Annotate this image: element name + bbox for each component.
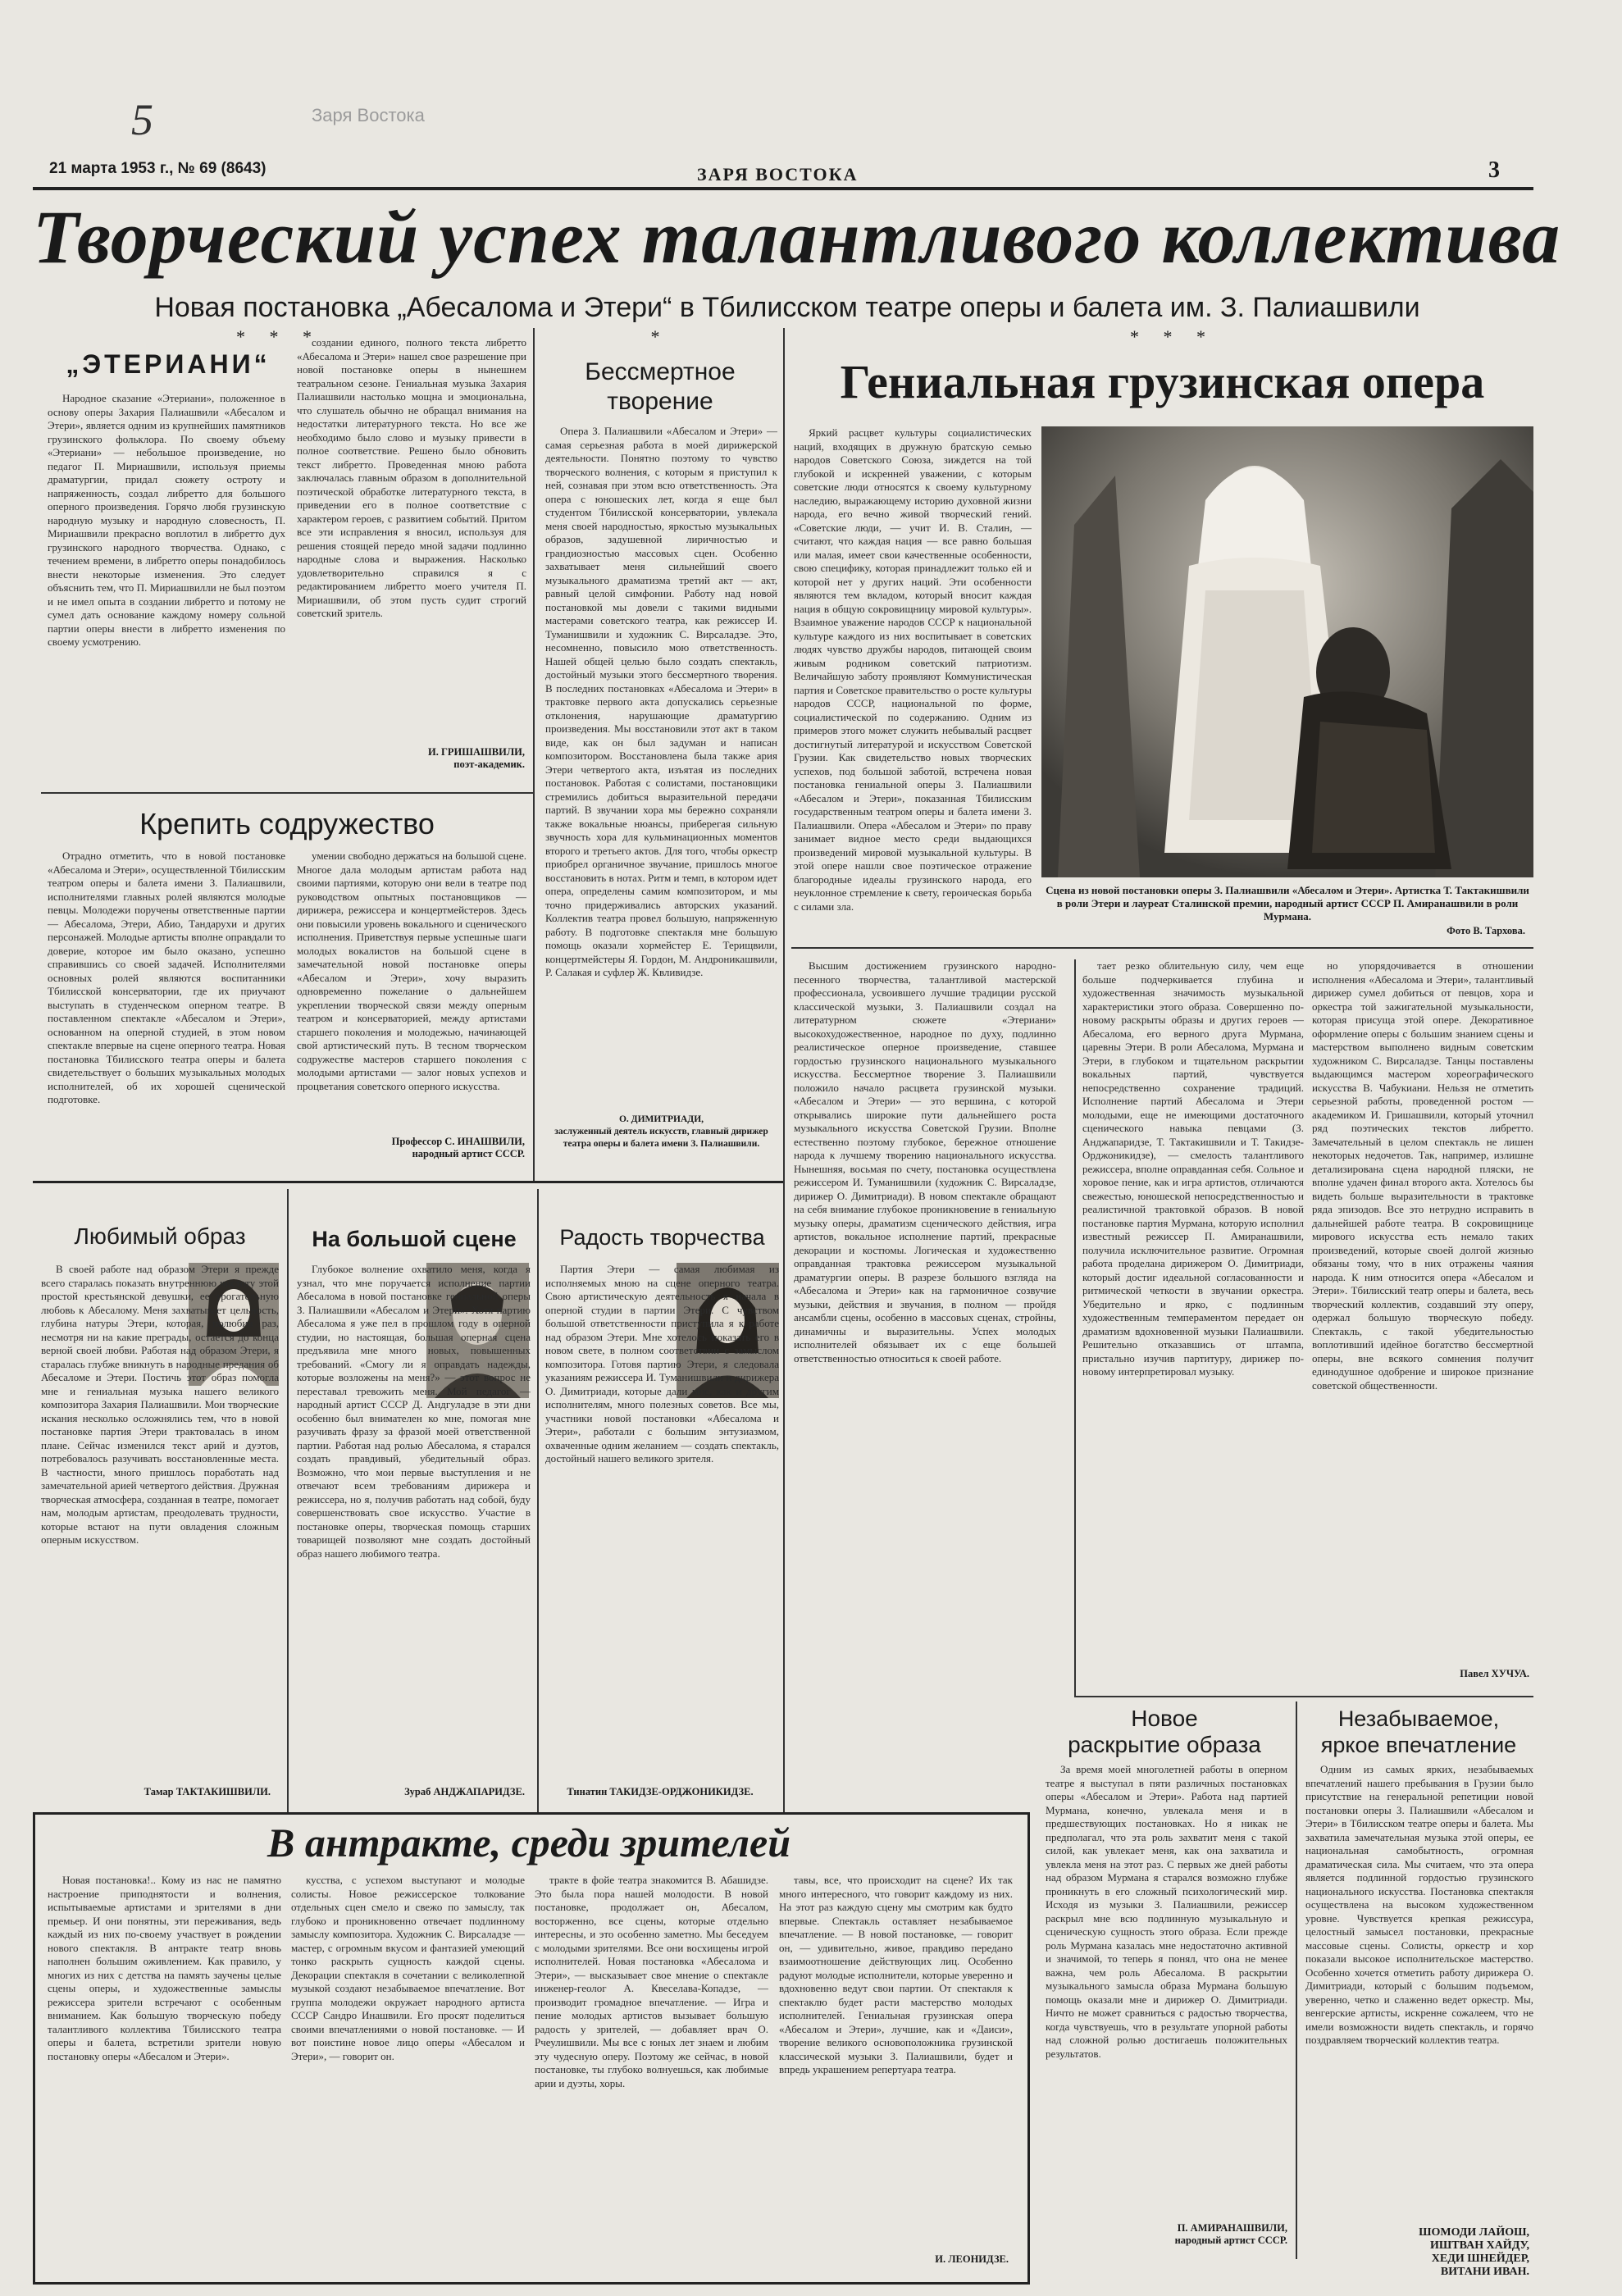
article-title-strengthen: Крепить содружество (139, 807, 435, 840)
photo-caption: Сцена из новой постановки оперы З. Палиашвили «Абесалом и Этери». Артистка Т. Тактакишвили в роли Этери и лауреат Сталинской премии, народный артист СССР П. Амиранашвили в роли Мурмана. (1046, 884, 1529, 922)
signature-leonidze: И. ЛЕОНИДЗЕ. (935, 2253, 1009, 2265)
column-rule (1074, 959, 1076, 1697)
article-title-big-stage: На большой сцене (312, 1227, 517, 1251)
signature-dimitriadi: О. ДИМИТРИАДИ, заслуженный деятель искусств, главный дирижер театра оперы и балета имени З. Палиашвили. (554, 1114, 768, 1149)
article-text-big-stage: Глубокое волнение охватило меня, когда я узнал, что мне поручается исполнение партии Абесалома в новой постановке гениальной оперы З. Палиашвили «Абесалом и Этери». Хотя партию Абесалома я уже пел в прошлом году в оперной студии, но настоящая, большая оперная сцена предъявила мне много новых, повышенных требований. «Смогу ли я оправдать надежды, которые возложены на меня?» — этот вопрос не переставал тревожить меня. Мой педагог — народный артист СССР Д. Андгуладзе в эти дни особенно был внимателен ко мне, помогая мне разучивать фразу за фразой моей ответственной партии. Работая над ролью Абесалома, я старался создать правдивый, убедительный образ. Возможно, что мои первые выступления и не отвечают всем требованиям дирижера и режиссера, но я, получив работать над собой, буду совершенствовать свое искусство. Участие в постановке оперы, творческая помощь старших товарищей позволяют мне создать достойный образ нашего любимого театра. (297, 1263, 531, 1560)
signature-hungarian-artists: ШОМОДИ ЛАЙОШ, ИШТВАН ХАЙДУ, ХЕДИ ШНЕЙДЕР, ВИТАНИ ИВАН. (1419, 2226, 1529, 2278)
signature-takidze: Тинатин ТАКИДЗЕ-ОРДЖОНИКИДЗЕ. (567, 1786, 754, 1797)
page-subtitle: Новая постановка „Абесалома и Этери“ в Тбилисском театре оперы и балета им. З. Палиашвили (154, 292, 1420, 323)
article-title-beloved: Любимый образ (74, 1223, 246, 1249)
column-rule (783, 1181, 785, 1812)
issue-date: 21 марта 1953 г., № 69 (8643) (49, 160, 267, 177)
article-text-intermission-col2: кусства, с успехом выступают и молодые солисты. Новое режиссерское толкование отдельных сцен смело и свежо по замыслу, так глубоко и проникновенно отвечает подлинному замыслу композитора. Художник С. Вирсаладзе — мастер, с огромным вкусом и фантазией умеющий тонко раскрыть сущность каждой сцены. Декорации спектакля в сочетании с великолепной музыкой создают незабываемое впечатление. Вот группа молодежи окружает народного артиста СССР Сандро Инашвили. Его просят поделиться своими впечатлениями о новой постановке. — И вот поистине новое лицо оперы «Абесалом и Этери», — говорит он. (291, 1874, 525, 2062)
column-rule (533, 328, 535, 1181)
article-text-new-image: За время моей многолетней работы в оперном театре я выступал в пяти различных постановках оперы «Абесалом и Этери». Работа над партией Мурмана, конечно, увлекала меня и в предшествующих постановках. Но я никак не предполагал, что эта роль захватит меня с такой силой, как увлекает меня, как она захватила и увлекла меня на этот раз. С первых же дней работы над образом Мурмана я старался возможно глубже проникнуть в его сложный психологический мир. Исходя из музыки З. Палиашвили, режиссер раскрыл мне всю подлинную музыкальную и сценическую сущность этого образа. Если прежде роль Мурмана казалась мне недостаточно активной и значимой, то теперь я понял, что она не менее важна, чем роль Абесалома. В раскрытии музыкального замысла образа Мурмана большую помощь оказали мне и дирижер О. Димитриади. Ничто не может сравниться с радостью творчества, когда чувствуешь, что в результате упорной работы над сложной ролью достигаешь положительных результатов. (1046, 1763, 1287, 2060)
column-rule (1296, 1702, 1297, 2259)
section-rule (33, 1181, 783, 1183)
column-rule (287, 1189, 289, 1812)
newspaper-name: ЗАРЯ ВОСТОКА (697, 164, 859, 184)
page-title: Творческий успех талантливого коллектива (33, 195, 1561, 279)
article-text-intermission-col4: тавы, все, что происходит на сцене? Их так много интересного, что говорит каждому из них. На этот раз каждую сцену мы смотрим как будто впервые. Спектакль оставляет незабываемое впечатление. — В новой постановке, — говорит он, — удивительно, живое, правдиво передано взаимоотношение действующих лиц. Особенно радуют молодые исполнители, которые уверенно и вдохновенно ведут свои партии. От спектакля к спектаклю будет расти мастерство молодых исполнителей. Гениальная грузинская опера «Абесалом и Этери», лучшие, как и «Даиси», творение великого основоположника грузинской классической музыки З. Палиашвили, будет и впредь украшением репертуара театра. (779, 1874, 1013, 2075)
article-title-new-image: Новое раскрытие образа (1068, 1706, 1261, 1757)
article-title-immortal: Бессмертное творение (585, 358, 736, 415)
article-text-immortal: Опера З. Палиашвили «Абесалом и Этери» — самая серьезная работа в моей дирижерской деятельности. Понятно поэтому то чувство творческого волнения, с которым я приступил к ней, сознавая при этом всю ответственность. Эта опера с юношеских лет, когда я еще был студентом Тбилисской консерватории, увлекала меня своей народностью, яркостью музыкальных образов, задушевной лиричностью и грандиозностью массовых сцен. Особенно захватывает меня сильнейший своего музыкального драматизма третий акт — акт, равный целой симфонии. Работу над новой постановкой мы довели с такими видными мастерами советского театра, как режиссер И. Туманишвили и художник С. Вирсаладзе. Это, несомненно, повысило мою ответственность. Нашей общей целью было создать спектакль, достойный музыки этого бессмертного творения. В последних постановках «Абесалома и Этери» в трактовке первого акта допускались серьезные отклонения, нарушающие драматургию произведения. Мы восстановили этот акт в таком виде, как он был задуман и написан композитором. Восстановлена была также ария Этери четвертого акта, изъятая из последних постановок. Работая с солистами, постановщики стремились добиться выразительной передачи партий. В звучании хора мы бережно сохраняли также вокальные нюансы, приберегая сильную звучность хора для кульминационных моментов второго и третьего актов. Для того, чтобы оркестр приобрел органичное звучание, пришлось многое восстановить в нотах. Ритм и темп, в котором идет опера, определены самим композитором, и мы точно придерживались авторских указаний. Коллектив театра провел большую, напряженную работу. В подготовке спектакля мне большую помощь оказали хормейстер Е. Терищвили, концертмейстеры Я. Гордон, М. Андроникашвили, Р. Салакая и суфлер Ж. Квливидзе. (545, 425, 777, 978)
star-divider: * (650, 326, 670, 347)
signature-amiranashvili: П. АМИРАНАШВИЛИ, народный артист СССР. (1174, 2222, 1287, 2246)
column-rule (537, 1189, 539, 1812)
article-text-intermission-col1: Новая постановка!.. Кому из нас не памятно настроение приподнятости и волнения, испытываемые артистами и зрителями в дни премьер. И они понятны, эти переживания, ведь каждый из них по-своему участвует в рождении нового спектакля. В антракте театр вновь наполнен большим оживлением. Как правило, у многих из них с детства на память заучены целые сцены оперы, и художественные замыслы режиссера зрители встречают с особенным вниманием. Как большую творческую победу талантливого коллектива Тбилисского театра оперы и балета, встретили зрители новую постановку оперы «Абесалом и Этери». (48, 1874, 281, 2062)
article-title-joy: Радость творчества (559, 1225, 765, 1250)
article-text-genius-col2: Высшим достижением грузинского народно-песенного творчества, талантливой мастерской профессионала, усвоившего лучшие традиции русской классической музыки, З. Палиашвили создал на литературном сюжете «Этериани» высокохудожественное, народное по духу, подлинно реалистическое оперное произведение, ставшее гордостью грузинского национального музыкального искусства. Бессмертное творение З. Палиашвили положило начало расцвета грузинской музыки. «Абесалом и Этери» — это вершина, с которой открывались широкие пути дальнейшего роста музыкального искусства Советской Грузии. Вполне естественно поэтому глубокое, бережное отношение народа к лучшему творению национального искусства. Нынешняя, восьмая по счету, постановка осуществлена режиссером И. Туманишвили (художник С. Вирсаладзе, дирижер О. Димитриади). В новом спектакле обращают на себя внимание глубокое проникновение в гениальную музыку оперы, драматизм сценического действия, игра артистов, вокальное исполнение партий, прекрасные декорации и костюмы. Логическая и художественно оправданная трактовка режиссером музыкальной драматургии оперы. В разрезе большого взгляда на «Абесалома и Этери» как на гармоничное созвучие музыки, действия и звучания, в полном — пройдя ансамбли сцены, особенно в массовых сценах, стройны, динамичны и выразительны. Успех молодых исполнителей обязывает их с еще большей ответственностью относиться к своей работе. (794, 959, 1056, 1364)
stars-divider: * * * (236, 326, 321, 347)
section-rule (41, 792, 533, 794)
library-stamp: Заря Востока (312, 105, 425, 125)
photo-credit: Фото В. Тархова. (1447, 925, 1525, 936)
article-text-eteriani-col1: Народное сказание «Этериани», положенное в основу оперы Захария Палиашвили «Абесалом и Этери», является одним из крупнейших памятников грузинского фольклора. По своему объему «Этериани» — небольшое произведение, но педагог П. Мириашвили, используя приемы драматургии, придал сюжету остроту и напряженность, создал либретто для большого оперного произведения. Горячо любя грузинскую народную музыку и народную словесность, П. Мириашвили прекрасно воплотил в либретто дух грузинского народного творчества. Однако, с течением времени, в либретто оперы понадобилось внести некоторые изменения. Это следует объяснить тем, что П. Мириашвилли не был поэтом и не имел опыта в создании либретто и потому не сумел дать основание каждому номеру сольной партии оперы внести в либретто изменения по своему усмотрению. (48, 392, 285, 648)
article-title-genius: Гениальная грузинская опера (840, 355, 1485, 408)
article-text-eteriani-col2: создании единого, полного текста либретто «Абесалома и Этери» нашел свое разрешение при новой постановке оперы в нынешнем театральном сезоне. Гениальная музыка Захария Палиашвили настолько мощна и эмоциональна, что слушатель обычно не обращал внимания на недостатки литературного текста. Но все же необходимо было слово и музыку привести в полное соответствие. Решено было обновить текст либретто. Проведенная мною работа заключалась главным образом в дополнительной поэтической обработке литературного текста, в приведении его в полное соответствие с характером героев, с развитием событий. Притом все эти исправления я вносил, используя для решения стоящей передо мной задачи подлинно народные слова и выражения. Насколько удовлетворительно справился я с редактированием либретто моего учителя П. Мириашвили, об этом пусть судит строгий советский зритель. (297, 336, 526, 619)
section-rule (1074, 1696, 1533, 1697)
article-text-intermission-col3: тракте в фойе театра знакомится В. Абашидзе. Это была пора нашей молодости. В новой постановке, продолжает он, Абесалом, восторженно, все сцены, которые отдельно интересны, и это особенно заметно. Мы беседуем с молодыми зрителями. Все они восхищены игрой исполнителей. Новая постановка «Абесалома и Этери», — высказывает свое мнение о спектакле инженер-геолог А. Квеселава-Копадзе, — производит громадное впечатление. — Игра и пение молодых артистов вызывает большую радость у зрителей, — добавляет врач О. Рчеулишвили. Мы все с юных лет знаем и любим эту чудесную оперу. Поэтому же сейчас, в новой постановке, ты глубоко волнуешься, как любимые арии и дуэты, хоры. (535, 1874, 768, 2089)
article-text-unforgettable: Одним из самых ярких, незабываемых впечатлений нашего пребывания в Грузии было присутствие на генеральной репетиции новой постановки оперы З. Палиашвили «Абесалом и Этери» в Тбилисском театре оперы и балета. Мы захватила замечательная музыка этой оперы, ее национальная самобытность, огромная драматическая сила. Мы считаем, что эта опера является подлинной гордостью грузинского национального искусства. Постановка спектакля осуществлена на высоком художественном уровне. Чувствуется крепкая режиссура, целостный замысел постановки, прекрасные массовые сцены. Солисты, оркестр и хор показали высокое исполнительское мастерство. Особенно хочется отметить работу дирижера О. Димитриади, который с большим подъемом, уверенно, четко и слаженно ведет оркестр. Мы, венгерские артисты, искренне сожалеем, что не имели возможности видеть спектакль, и горячо поздравляем творческий коллектив театра. (1305, 1763, 1533, 2046)
article-text-strengthen-col2: умении свободно держаться на большой сцене. Многое дала молодым артистам работа над своими партиями, которую они вели в театре под руководством опытных постановщиков — дирижера, режиссера и концертмейстеров. Здесь они повысили уровень вокального и сценического исполнения. Приветствуя первые успешные шаги молодых вокалистов на большой сцене в замечательной новой постановке оперы «Абесалом и Этери», хочу выразить одновременно пожелание о дальнейшем укреплении творческой связи между оперным театром и консерваторией, между артистами старшего поколения и молодежью, начинающей свой артистический путь. В тесном творческом содружестве мастеров старшего поколения с молодыми артистами — залог новых успехов и процветания советского оперного искусства. (297, 850, 526, 1092)
signature-anjaparidze: Зураб АНДЖАПАРИДЗЕ. (404, 1786, 525, 1797)
article-text-genius-col3: тает резко облительную силу, чем еще больше подчеркивается глубина и художественная значимость музыкальной характеристики этого образа. Совершенно по-новому раскрыты образы и других героев — Абесалома, его верного друга Мурмана, царевны Этери. В роли Абесалома, Мурмана и Этери, в глубоком и тщательном раскрытии вокальных партий, чувствуется непосредственно сохранение традиций. Исполнение партий Абесалома и Этери молодыми, еще не имеющими достаточного сценического навыка певцами (З. Анджапаридзе, Т. Тактакишвили и Т. Такидзе-Орджоникидзе), — смелость талантливого режиссера, вполне оправданная себя. Сольное и хоровое пение, как и игра артистов, отличаются свежестью, юношеской непосредственностью и реалистичной трактовкой образов. В новой постановке партия Мурмана, которую исполнил известный режиссер П. Амиранашвили, получила исключительное развитие. Огромная работа проделана дирижером О. Димитриади, который достиг идеальной согласованности и ритмической четкости в звучании оркестра. Убедительно и ярко, с подлинным художественным темпераментом передает он драматизм вдохновенной музыки Палиашвили. Решительно отказавшись от штампа, пристально изучив партитуру, дирижер по-новому интерпретировал музыку. (1082, 959, 1304, 1378)
article-title-intermission: В антракте, среди зрителей (267, 1820, 790, 1866)
signature-grishashvili: И. ГРИШАШВИЛИ, поэт-академик. (428, 746, 525, 770)
photo-illustration (1041, 426, 1533, 877)
page-number: 3 (1488, 157, 1500, 183)
article-title-eteriani: „ЭТЕРИАНИ“ (66, 349, 271, 379)
article-text-beloved: В своей работе над образом Этери я прежде всего старалась показать внутреннюю чистоту этой простой крестьянской девушки, ее трогательную любовь к Абесалому. Меня захватывает цельность, глубина натуры Этери, которая, полюбив раз, несмотря ни на какие преграды, остается до конца верной своей любви. Работая над образом Этери, я старалась глубже вникнуть в народные предания об Абесаломе и Этери. Постичь этот образ помогла мне и гениальная музыка нашего великого композитора Захария Палиашвили. Мои творческие искания несколько осложнялись тем, что в новой постановке партия Этери трактовалась в ином плане. Сейчас изменился текст арий и дуэтов, потребовалось разучивать восстановленные места. В частности, много пришлось поработать над замечательной арией четвертого действия. Дружная творческая атмосфера, созданная в театре, помогает нам, молодым артистам, преодолевать трудности, которые встают на пути овладения сложным оперным искусством. (41, 1263, 279, 1546)
handwritten-mark: 5 (131, 95, 153, 144)
opera-scene-photo (1041, 426, 1533, 877)
signature-inashvili: Профессор С. ИНАШВИЛИ, народный артист СССР. (391, 1136, 525, 1159)
signature-khuchua: Павел ХУЧУА. (1460, 1668, 1529, 1679)
stars-divider: * * * (1130, 326, 1215, 347)
article-text-strengthen-col1: Отрадно отметить, что в новой постановке «Абесалома и Этери», осуществленной Тбилисским театром оперы и балета имени З. Палиашвили, исполнителями главных ролей являются молодые певцы. Молодежи поручены ответственные партии — Абесалома, Этери, Абио, Тандарухи и других персонажей. Молодые артисты вполне оправдали то доверие, которое им было оказано, успешно справившись со своей задачей. Исполнителями основных ролей являются воспитанники Тбилисской консерватории, где их приучают выступать в студенческом оперном театре. В поставленном спектакле «Абесалом и Этери», основанном на оперной студией, в этом новом спектакле впервые на сцене оперного театра. Новая постановка Тбилисского театра оперы и балета свидетельствует о больших музыкальных молодых исполнителей, об их хорошей сценической подготовке. (48, 850, 285, 1105)
article-text-genius-col4: но упорядочивается в отношении исполнения «Абесалома и Этери», талантливый дирижер сумел добиться от певцов, хора и оркестра той зажигательной музыкальности, которая присуща этой опере. Декоративное оформление оперы с большим знанием сцены и мастерством выполнено видным советским художником С. Вирсаладзе. Танцы поставлены выдающимся мастером хореографического искусства В. Чабукиани. Нельзя не отметить серьезной работы, проведенной ростом — академиком И. Гришашвили, который уточнил ряд поэтических текстов либретто. Замечательный в целом спектакль не лишен некоторых недочетов. Так, например, излишне детализирована сцена народной пляски, не вполне удачен финал второго акта. Хотелось бы видеть больше выразительности в трактовке ряда эпизодов. Все это нетрудно исправить в дальнейшей работе театра. В сокровищнице мирового искусства есть немало таких произведений, которые своей долгой жизнью обязаны тому, что в них отражены чаяния народа. К ним относится опера «Абесалом и Этери». Тбилисский театр оперы и балета, весь творческий коллектив, создавший эту оперу, одержал большую творческую победу. Спектакль, с такой убедительностью воплотивший идейное богатство бессмертной оперы, вне всякого сомнения получит единодушное одобрение и широкое признание советской общественности. (1312, 959, 1533, 1392)
masthead-rule (33, 187, 1533, 190)
signature-taktakishvili: Тамар ТАКТАКИШВИЛИ. (144, 1786, 271, 1797)
article-text-joy: Партия Этери — самая любимая из исполняемых мною на сцене оперного театра. Свою артистическую деятельность я начала в оперной студии в партии Этери. С чувством большой ответственности приступила я к работе над образом Этери. Мне хотелось показать его в новом свете, в полном соответствии с замыслом композитора. Готовя партию Этери, я следовала указаниям режиссера И. Туманишвили и дирижера О. Димитриади, которые дали мне, как и другим исполнителям, много полезных советов. Все мы, участники новой постановки «Абесалома и Этери», работали с большим энтузиазмом, охваченные одним желанием — создать спектакль, достойный нашего великого зрителя. (545, 1263, 779, 1465)
article-text-genius-col1: Яркий расцвет культуры социалистических наций, входящих в дружную братскую семью народов Советского Союза, зиждется на той глубокой и искренней уважении, с которым советские люди относятся к своему культурному наследию, выражающему историю духовной жизни народа, его вечно живой творческий гений. «Советские люди, — учит И. В. Сталин, — считают, что каждая нация — все равно большая или малая, имеет свои качественные особенности, свою специфику, которая принадлежит только ей и которой нет у других наций. Эти особенности являются тем вкладом, который вносит каждая нация в общую сокровищницу мировой культуры». Взаимное уважение народов СССР к национальной культуре каждого из них воспитывает в советских людях чувство дружбы народов, питающей своим живым родником советский патриотизм. Величайшую заботу проявляют Коммунистическая партия и Советское правительство о росте культуры народов СССР, национальной по форме, социалистической по содержанию. Одним из примеров этого может служить небывалый расцвет достигнутый литературой и искусством Советской Грузии. Как свидетельство новых творческих успехов, под большой заботой, встречена новая постановка гениальной оперы З. Палиашвили «Абесалом и Этери», показанная Тбилисским государственным театром оперы и балета имени З. Палиашвили. Опера «Абесалом и Этери» по праву занимает видное место среди выдающихся произведений мировой музыкальной культуры. В этой опере нашли свое поэтическое отражение благородные идеалы грузинского народа, его неуклонное стремление к свету, героическая борьба с силами зла. (794, 426, 1032, 913)
column-rule (783, 328, 785, 1181)
section-rule (791, 947, 1533, 949)
article-title-unforgettable: Незабываемое, яркое впечатление (1320, 1706, 1517, 1757)
